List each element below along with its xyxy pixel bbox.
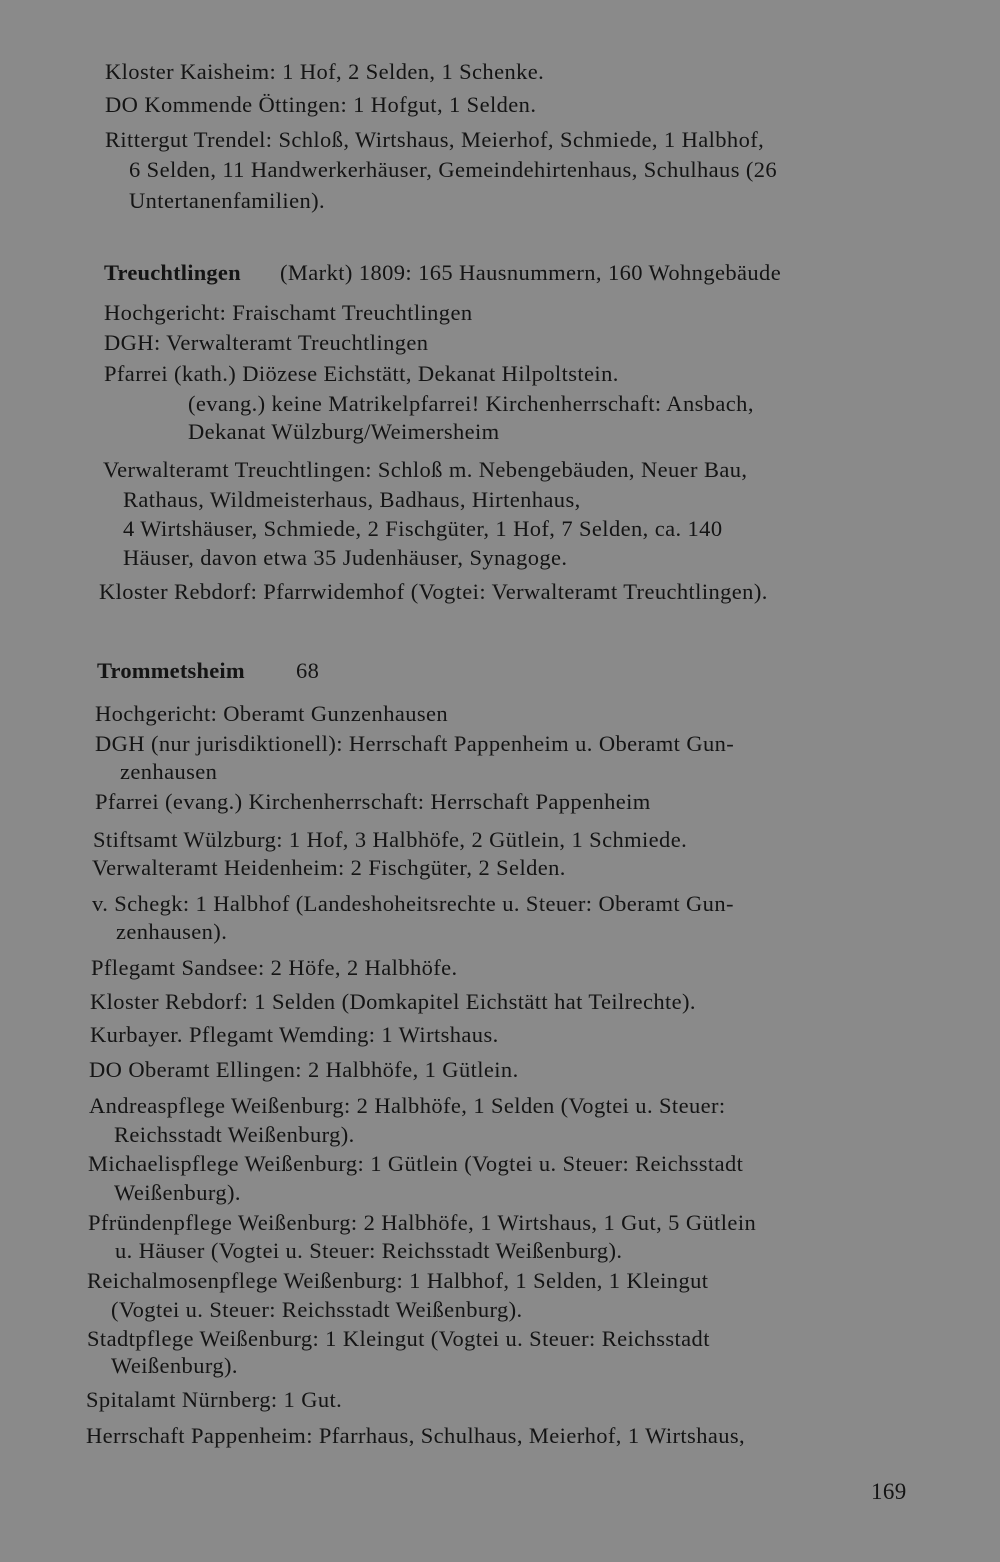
- text-line: Spitalamt Nürnberg: 1 Gut.: [86, 1387, 343, 1412]
- text-line: Stiftsamt Wülzburg: 1 Hof, 3 Halbhöfe, 2 Gütlein, 1 Schmiede.: [93, 827, 688, 852]
- text-line: Kloster Rebdorf: 1 Selden (Domkapitel Eichstätt hat Teilrechte).: [90, 989, 696, 1014]
- text-line: DGH (nur jurisdiktionell): Herrschaft Pappenheim u. Oberamt Gun-: [95, 731, 735, 756]
- text-line: Pfarrei (kath.) Diözese Eichstätt, Dekanat Hilpoltstein.: [104, 361, 619, 386]
- text-line: Herrschaft Pappenheim: Pfarrhaus, Schulhaus, Meierhof, 1 Wirtshaus,: [86, 1423, 746, 1448]
- text-line: Kurbayer. Pflegamt Wemding: 1 Wirtshaus.: [90, 1022, 499, 1047]
- text-line: Häuser, davon etwa 35 Judenhäuser, Synagoge.: [123, 545, 568, 570]
- text-line: Hochgericht: Fraischamt Treuchtlingen: [104, 300, 473, 325]
- text-line: (evang.) keine Matrikelpfarrei! Kirchenherrschaft: Ansbach,: [188, 391, 754, 416]
- text-line: Verwalteramt Heidenheim: 2 Fischgüter, 2 Selden.: [92, 855, 566, 880]
- text-line: DO Kommende Öttingen: 1 Hofgut, 1 Selden.: [105, 92, 537, 117]
- text-line: zenhausen).: [116, 919, 228, 944]
- text-line: Rittergut Trendel: Schloß, Wirtshaus, Meierhof, Schmiede, 1 Halbhof,: [105, 127, 765, 152]
- text-line: Weißenburg).: [114, 1180, 241, 1205]
- text-line: Pfründenpflege Weißenburg: 2 Halbhöfe, 1 Wirtshaus, 1 Gut, 5 Gütlein: [88, 1210, 757, 1235]
- text-line: Untertanenfamilien).: [129, 188, 326, 213]
- heading-detail: 68: [296, 658, 320, 683]
- text-line: Stadtpflege Weißenburg: 1 Kleingut (Vogtei u. Steuer: Reichsstadt: [87, 1326, 710, 1351]
- text-line: u. Häuser (Vogtei u. Steuer: Reichsstadt Weißenburg).: [115, 1238, 623, 1263]
- text-line: Kloster Rebdorf: Pfarrwidemhof (Vogtei: Verwalteramt Treuchtlingen).: [99, 579, 768, 604]
- text-line: Verwalteramt Treuchtlingen: Schloß m. Nebengebäuden, Neuer Bau,: [103, 457, 748, 482]
- text-line: Reichalmosenpflege Weißenburg: 1 Halbhof, 1 Selden, 1 Kleingut: [87, 1268, 709, 1293]
- text-line: Weißenburg).: [111, 1353, 238, 1378]
- text-line: DO Oberamt Ellingen: 2 Halbhöfe, 1 Gütlein.: [89, 1057, 519, 1082]
- text-line: 4 Wirtshäuser, Schmiede, 2 Fischgüter, 1 Hof, 7 Selden, ca. 140: [123, 516, 723, 541]
- text-line: Rathaus, Wildmeisterhaus, Badhaus, Hirtenhaus,: [123, 487, 581, 512]
- text-line: Hochgericht: Oberamt Gunzenhausen: [95, 701, 449, 726]
- text-line: (Vogtei u. Steuer: Reichsstadt Weißenburg).: [111, 1297, 523, 1322]
- place-heading: Treuchtlingen: [104, 260, 241, 285]
- text-line: 6 Selden, 11 Handwerkerhäuser, Gemeindehirtenhaus, Schulhaus (26: [129, 157, 778, 182]
- text-line: DGH: Verwalteramt Treuchtlingen: [104, 330, 429, 355]
- text-line: Andreaspflege Weißenburg: 2 Halbhöfe, 1 Selden (Vogtei u. Steuer:: [89, 1093, 726, 1118]
- text-line: Kloster Kaisheim: 1 Hof, 2 Selden, 1 Schenke.: [105, 59, 545, 84]
- text-line: Dekanat Wülzburg/Weimersheim: [188, 419, 500, 444]
- text-line: Pfarrei (evang.) Kirchenherrschaft: Herrschaft Pappenheim: [95, 789, 651, 814]
- place-heading: Trommetsheim: [97, 658, 245, 683]
- text-line: Pflegamt Sandsee: 2 Höfe, 2 Halbhöfe.: [91, 955, 458, 980]
- heading-detail: (Markt) 1809: 165 Hausnummern, 160 Wohngebäude: [280, 260, 782, 285]
- text-line: Reichsstadt Weißenburg).: [114, 1122, 355, 1147]
- text-line: zenhausen: [120, 759, 218, 784]
- text-line: v. Schegk: 1 Halbhof (Landeshoheitsrechte u. Steuer: Oberamt Gun-: [92, 891, 734, 916]
- page-number: 169: [871, 1479, 907, 1504]
- text-line: Michaelispflege Weißenburg: 1 Gütlein (Vogtei u. Steuer: Reichsstadt: [88, 1151, 744, 1176]
